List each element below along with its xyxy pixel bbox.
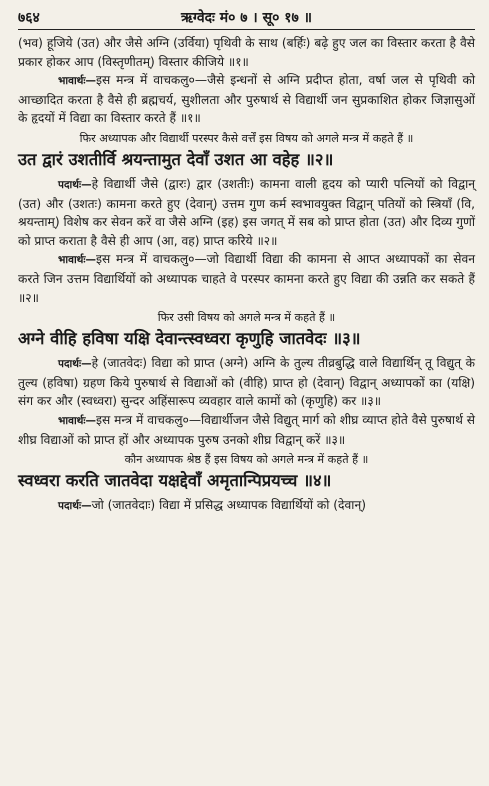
- paragraph-bhavartha-1: [18, 71, 475, 128]
- mantra-3: अग्ने वीहि हविषा यक्षि देवान्त्स्वध्वरा कृणुहि जातवेदः ॥३॥: [18, 329, 361, 349]
- bhavartha-label: भावार्थः—: [58, 75, 96, 88]
- bhavartha-text: इस मन्त्र में वाचकलु०—जो विद्यार्थी विद्या की कामना से आप्त अध्यापकों का सेवन करते जिन उत्तम विद्यार्थियों को अध्यापक चाहते वे परस्पर कामना करते हुए विद्या की उन्नति कर सकते हैं ॥२॥: [18, 252, 475, 305]
- padartha-label: पदार्थः—: [58, 178, 92, 191]
- running-title: ऋग्वेदः मं० ७ । सू० १७ ॥: [180, 9, 313, 26]
- header-rule: [18, 29, 475, 30]
- subject-intro-2: फिर अध्यापक और विद्यार्थी परस्पर कैसे वर्त्तें इस विषय को अगले मन्त्र में कहते हैं ॥: [79, 131, 414, 145]
- paragraph-padartha-2: [18, 175, 475, 250]
- bhavartha-text: इस मन्त्र में वाचकलु०—विद्यार्थीजन जैसे विद्युत् मार्ग को शीघ्र व्याप्त होते वैसे पुरुषार्थ से शीघ्र विद्याओं को प्राप्त हों और अध्यापक पुरुष उनको शीघ्र विद्वान् करें ॥३॥: [18, 412, 475, 447]
- paragraph-padartha-1-end: (भव) हूजिये (उत) और जैसे अग्नि (उर्विया) पृथिवी के साथ (बर्हिः) बढ़े हुए जल का विस्तार करता है वैसे प्रकार होकर आप (विस्तृणीतम्) विस्तार कीजिये ॥१॥: [18, 36, 475, 69]
- subject-intro-3: फिर उसी विषय को अगले मन्त्र में कहते हैं ॥: [157, 311, 336, 325]
- mantra-2: उत द्वारं उशतीर्वि श्रयन्तामुत देवाँ उशत आ वहेह ॥२॥: [18, 149, 334, 169]
- subject-intro-4: कौन अध्यापक श्रेष्ठ हैं इस विषय को अगले मन्त्र में कहते हैं ॥: [124, 453, 369, 467]
- padartha-text: हे (जातवेदः) विद्या को प्राप्त (अग्ने) अग्नि के तुल्य तीव्रबुद्धि वाले विद्यार्थिन् तू विद्युत् के तुल्य (हविषा) ग्रहण किये पुरुषार्थ से विद्याओं को (वीहि) प्राप्त हो (देवान्) विद्वान् अध्यापकों का (यक्षि) संग कर और (स्वध्वरा) सुन्दर अहिंसारूप व्यवहार वाले कामों को (कृणुहि) कर ॥३॥: [18, 356, 475, 409]
- bhavartha-text: इस मन्त्र में वाचकलु०—जैसे इन्धनों से अग्नि प्रदीप्त होता, वर्षा जल से पृथिवी को आच्छादित करता है वैसे ही ब्रह्मचर्य, सुशीलता और पुरुषार्थ से विद्यार्थी जन सुप्रकाशित होकर जिज्ञासुओं के हृदयों में विद्या का विस्तार करते हैं ॥१॥: [18, 73, 475, 126]
- padartha-text: हे विद्यार्थी जैसे (द्वारः) द्वार (उशतीः) कामना वाली हृदय को प्यारी पत्नियों को विद्वान् (उत) और (उशतः) कामना करते हुए (देवान्) उत्तम गुण कर्म स्वभावयुक्त विद्वान् पतियों को स्त्रियाँ (वि, श्रयन्ताम्) विशेष कर सेवन करें वा जैसे अग्नि (इह) इस जगत् में सब को प्राप्त होता (उत) और दिव्य गुणों को प्राप्त कराता है वैसे ही आप (आ, वह) प्राप्त करिये ॥२॥: [18, 176, 475, 248]
- paragraph-padartha-4: [18, 496, 475, 516]
- paragraph-bhavartha-2: [18, 250, 475, 307]
- bhavartha-label: भावार्थः—: [58, 254, 96, 267]
- paragraph-bhavartha-3: [18, 411, 475, 449]
- mantra-4: स्वध्वरा करति जातवेदा यक्षद्देवाँ अमृतान्पिप्रयच्च ॥४॥: [18, 471, 332, 491]
- page-header: [18, 8, 475, 26]
- page-number: ७६४: [18, 9, 40, 26]
- padartha-label: पदार्थः—: [58, 358, 92, 371]
- paragraph-padartha-3: [18, 354, 475, 411]
- padartha-text: जो (जातवेदाः) विद्या में प्रसिद्ध अध्यापक विद्यार्थियों को (देवान्): [91, 498, 366, 513]
- padartha-label: पदार्थः—: [58, 500, 92, 513]
- bhavartha-label: भावार्थः—: [58, 414, 96, 427]
